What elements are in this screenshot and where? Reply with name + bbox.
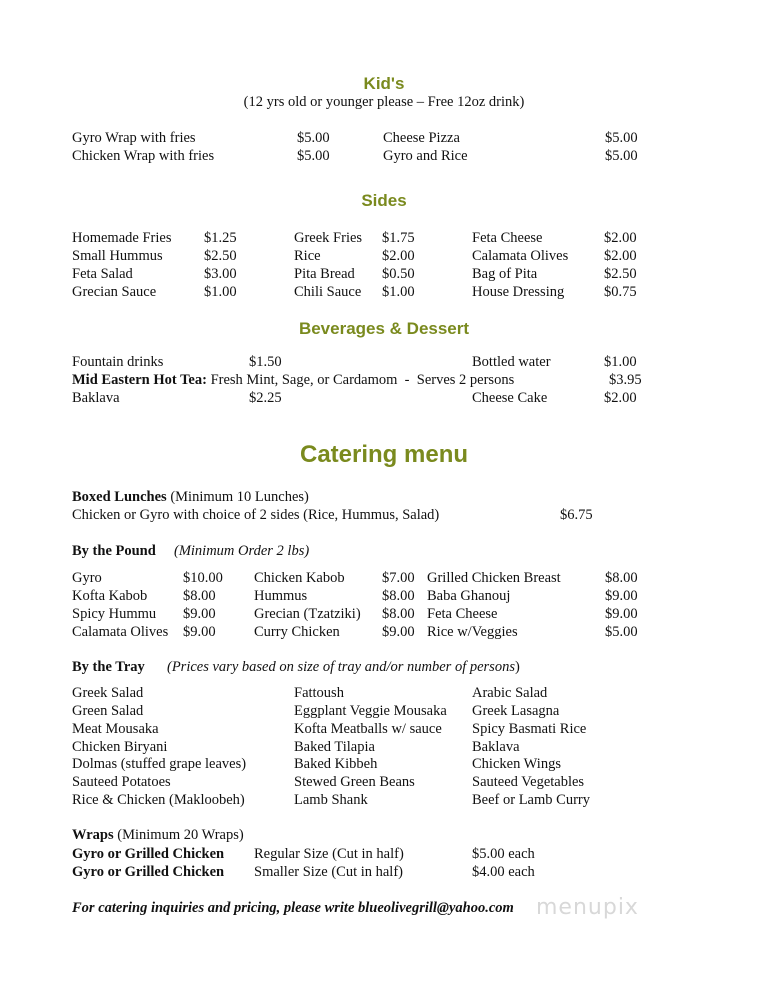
kids-note: (12 yrs old or younger please – Free 12oz drink) (243, 94, 525, 110)
item-price: $5.00 (605, 130, 638, 146)
item-price: $6.75 (560, 507, 593, 523)
item-price: $3.95 (609, 372, 642, 388)
tea-desc: Fresh Mint, Sage, or Cardamom - Serves 2 persons (206, 372, 515, 388)
list-item: Hummus (254, 588, 308, 604)
by-tray-note-wrap (167, 658, 520, 676)
item-price: $1.00 (604, 354, 637, 370)
wrap-size: Regular Size (Cut in half) (254, 846, 404, 862)
list-item: Baklava (72, 390, 120, 406)
list-item: Cheese Cake (472, 390, 548, 406)
item-price: $5.00 each (472, 846, 535, 862)
item-price: $1.00 (204, 284, 237, 300)
item-price: $2.00 (604, 248, 637, 264)
list-item: Greek Fries (294, 230, 363, 246)
item-price: $7.00 (382, 570, 415, 586)
list-item: Baba Ghanouj (427, 588, 511, 604)
list-item: Baked Kibbeh (294, 756, 378, 772)
list-item: Curry Chicken (254, 624, 340, 640)
list-item: Baklava (472, 739, 520, 755)
item-price: $1.00 (382, 284, 415, 300)
sides-heading: Sides (361, 191, 407, 210)
item-price: $2.50 (204, 248, 237, 264)
list-item: Chili Sauce (294, 284, 362, 300)
list-item: Sauteed Vegetables (472, 774, 585, 790)
list-item: Eggplant Veggie Mousaka (294, 703, 447, 719)
catering-contact-footer: For catering inquiries and pricing, please write blueolivegrill@yahoo.com (72, 900, 514, 916)
item-price: $8.00 (183, 588, 216, 604)
item-price: $5.00 (297, 130, 330, 146)
list-item: House Dressing (472, 284, 565, 300)
list-item: Chicken Biryani (72, 739, 168, 755)
list-item: Bag of Pita (472, 266, 538, 282)
list-item: Greek Salad (72, 685, 144, 701)
boxed-label: Boxed Lunches (72, 489, 167, 505)
list-item: Gyro (72, 570, 102, 586)
kids-heading: Kid's (363, 74, 405, 93)
list-item: Calamata Olives (472, 248, 569, 264)
item-price: $9.00 (605, 588, 638, 604)
list-item: Spicy Basmati Rice (472, 721, 587, 737)
list-item: Kofta Meatballs w/ sauce (294, 721, 442, 737)
list-item: Fattoush (294, 685, 344, 701)
wrap-size: Smaller Size (Cut in half) (254, 864, 403, 880)
item-price: $2.25 (249, 390, 282, 406)
item-price: $0.50 (382, 266, 415, 282)
item-price: $1.75 (382, 230, 415, 246)
item-price: $3.00 (204, 266, 237, 282)
item-price: $2.00 (604, 390, 637, 406)
by-pound-note: (Minimum Order 2 lbs) (174, 543, 310, 559)
list-item: Spicy Hummu (72, 606, 157, 622)
item-price: $5.00 (297, 148, 330, 164)
item-price: $9.00 (183, 606, 216, 622)
list-item: Dolmas (stuffed grape leaves) (72, 756, 247, 772)
list-item: Feta Salad (72, 266, 133, 282)
list-item: Feta Cheese (472, 230, 543, 246)
list-item: Grecian (Tzatziki) (254, 606, 361, 622)
item-price: $9.00 (183, 624, 216, 640)
by-pound-label: By the Pound (72, 543, 156, 559)
item-price: $0.75 (604, 284, 637, 300)
list-item: Calamata Olives (72, 624, 169, 640)
list-item: Fountain drinks (72, 354, 164, 370)
by-tray-label: By the Tray (72, 659, 145, 675)
item-price: $8.00 (605, 570, 638, 586)
list-item: Beef or Lamb Curry (472, 792, 590, 808)
item-price: $5.00 (605, 148, 638, 164)
list-item: Rice & Chicken (Makloobeh) (72, 792, 245, 808)
list-item: Arabic Salad (472, 685, 548, 701)
item-price: $8.00 (382, 606, 415, 622)
list-item: Chicken Wrap with fries (72, 148, 215, 164)
wraps-note: (Minimum 20 Wraps) (113, 827, 244, 843)
by-tray-note-close: ) (514, 659, 520, 675)
boxed-lunches-line (72, 488, 309, 506)
list-item: Stewed Green Beans (294, 774, 415, 790)
item-price: $2.00 (604, 230, 637, 246)
tea-line (72, 371, 514, 389)
list-item: Meat Mousaka (72, 721, 159, 737)
list-item: Chicken Kabob (254, 570, 345, 586)
list-item: Pita Bread (294, 266, 355, 282)
boxed-desc: Chicken or Gyro with choice of 2 sides (Rice, Hummus, Salad) (72, 507, 440, 523)
item-price: $9.00 (382, 624, 415, 640)
list-item: Kofta Kabob (72, 588, 148, 604)
list-item: Rice (294, 248, 321, 264)
item-price: $1.50 (249, 354, 282, 370)
list-item: Rice w/Veggies (427, 624, 518, 640)
list-item: Bottled water (472, 354, 551, 370)
item-price: $2.00 (382, 248, 415, 264)
item-price: $8.00 (382, 588, 415, 604)
beverages-heading: Beverages & Dessert (298, 319, 470, 338)
tea-label: Mid Eastern Hot Tea: (72, 372, 207, 388)
item-price: $4.00 each (472, 864, 535, 880)
menupix-watermark: menupix (536, 895, 639, 920)
list-item: Lamb Shank (294, 792, 368, 808)
catering-heading: Catering menu (299, 441, 469, 468)
list-item: Chicken Wings (472, 756, 561, 772)
item-price: $2.50 (604, 266, 637, 282)
list-item: Gyro Wrap with fries (72, 130, 196, 146)
wraps-line (72, 826, 244, 844)
list-item: Gyro and Rice (383, 148, 468, 164)
list-item: Gyro or Grilled Chicken (72, 846, 225, 862)
list-item: Sauteed Potatoes (72, 774, 171, 790)
boxed-note: (Minimum 10 Lunches) (166, 489, 309, 505)
list-item: Feta Cheese (427, 606, 498, 622)
item-price: $10.00 (183, 570, 223, 586)
item-price: $1.25 (204, 230, 237, 246)
list-item: Grilled Chicken Breast (427, 570, 561, 586)
by-tray-note: (Prices vary based on size of tray and/or number of persons (167, 659, 515, 675)
list-item: Greek Lasagna (472, 703, 560, 719)
item-price: $9.00 (605, 606, 638, 622)
wraps-label: Wraps (72, 827, 114, 843)
list-item: Gyro or Grilled Chicken (72, 864, 225, 880)
item-price: $5.00 (605, 624, 638, 640)
list-item: Grecian Sauce (72, 284, 157, 300)
list-item: Small Hummus (72, 248, 163, 264)
list-item: Green Salad (72, 703, 144, 719)
list-item: Baked Tilapia (294, 739, 375, 755)
list-item: Homemade Fries (72, 230, 172, 246)
list-item: Cheese Pizza (383, 130, 460, 146)
